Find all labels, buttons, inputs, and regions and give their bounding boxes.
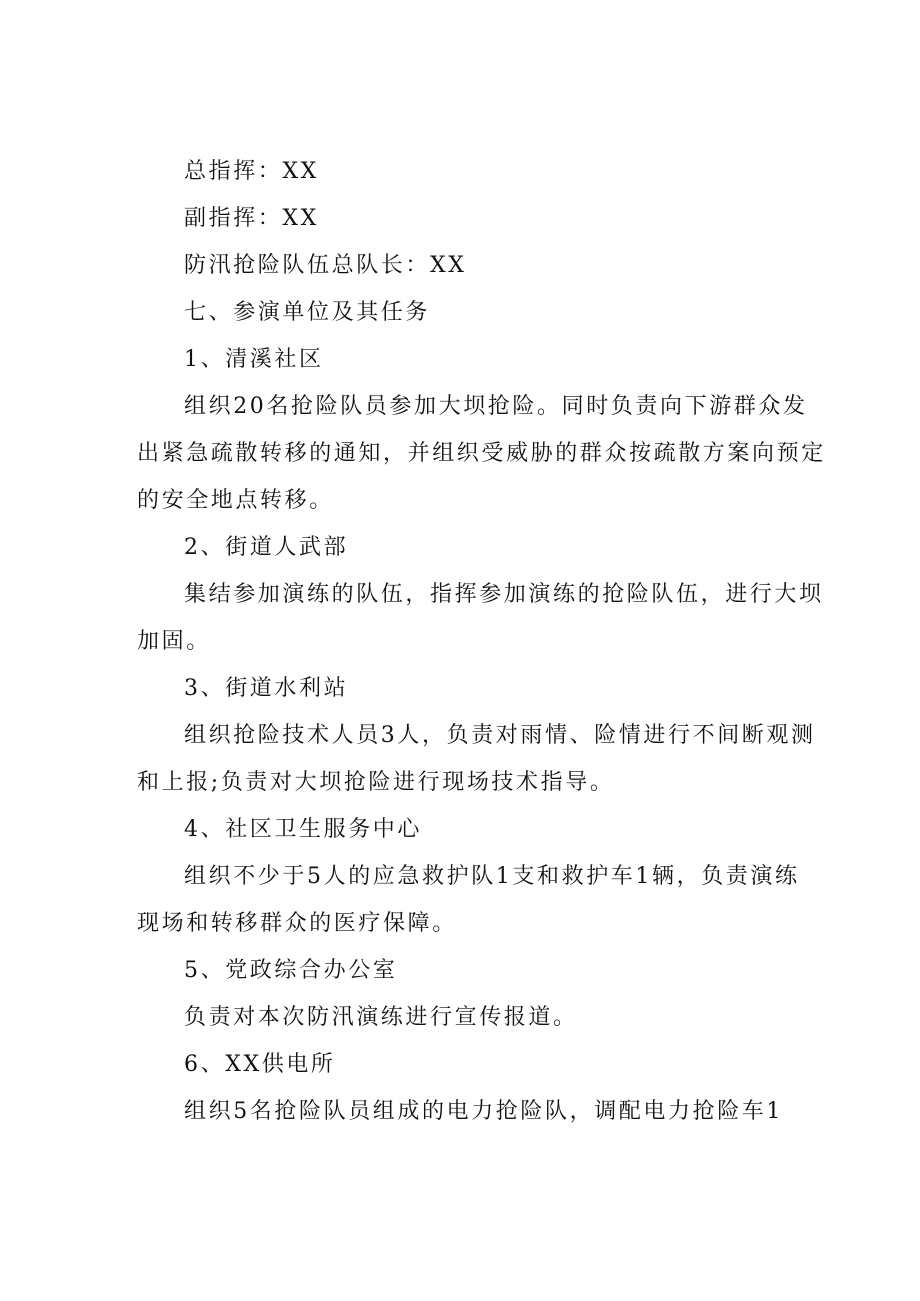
unit-task-line: 负责对本次防汛演练进行宣传报道。 xyxy=(184,1005,578,1030)
unit-task-line: 的安全地点转移。 xyxy=(137,488,334,513)
unit-task-line: 组织抢险技术人员3人，负责对雨情、险情进行不间断观测 xyxy=(184,723,816,748)
unit-heading: 4、社区卫生服务中心 xyxy=(184,817,422,842)
team-leader-line: 防汛抢险队伍总队长：XX xyxy=(184,253,467,278)
unit-heading: 2、街道人武部 xyxy=(184,535,349,560)
unit-heading: 5、党政综合办公室 xyxy=(184,958,398,983)
unit-task-line: 出紧急疏散转移的通知，并组织受威胁的群众按疏散方案向预定 xyxy=(137,441,826,466)
unit-task-line: 和上报;负责对大坝抢险进行现场技术指导。 xyxy=(137,770,615,795)
unit-task-line: 组织5名抢险队员组成的电力抢险队，调配电力抢险车1 xyxy=(184,1099,783,1124)
unit-task-line: 集结参加演练的队伍，指挥参加演练的抢险队伍，进行大坝 xyxy=(184,582,824,607)
unit-task-line: 现场和转移群众的医疗保障。 xyxy=(137,911,457,936)
chief-commander-line: 总指挥：XX xyxy=(184,159,319,184)
unit-heading: 1、清溪社区 xyxy=(184,347,324,372)
unit-task-line: 加固。 xyxy=(137,629,211,654)
unit-task-line: 组织20名抢险队员参加大坝抢险。同时负责向下游群众发 xyxy=(184,394,808,419)
section-heading: 七、参演单位及其任务 xyxy=(184,300,431,325)
unit-task-line: 组织不少于5人的应急救护队1支和救护车1辆，负责演练 xyxy=(184,864,800,889)
unit-heading: 6、XX供电所 xyxy=(184,1052,336,1077)
document-body xyxy=(137,148,826,1135)
unit-heading: 3、街道水利站 xyxy=(184,676,349,701)
deputy-commander-line: 副指挥：XX xyxy=(184,206,319,231)
